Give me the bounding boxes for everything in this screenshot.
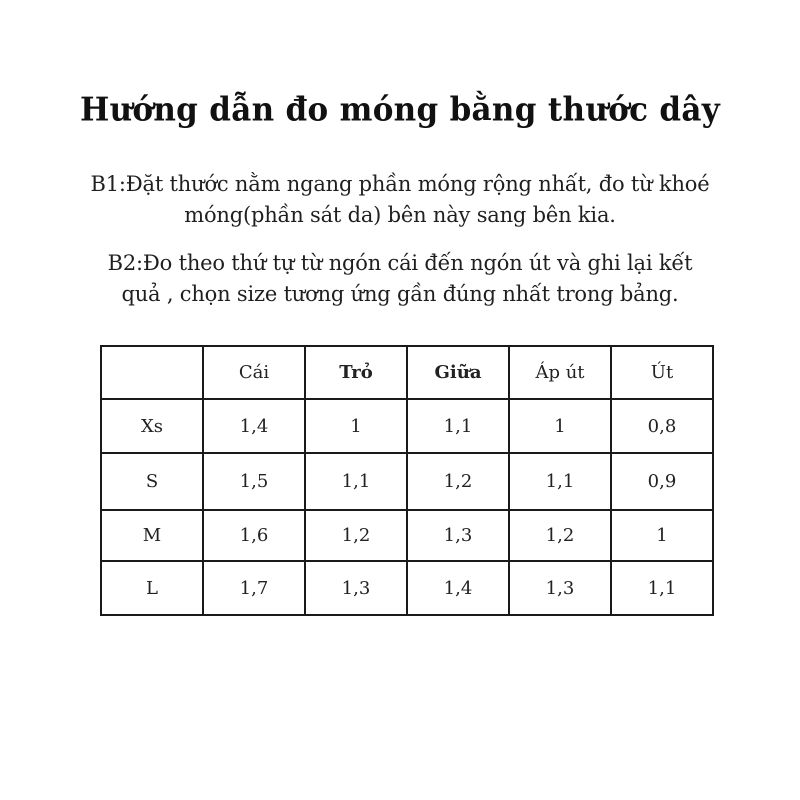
table-cell: 1,2 — [509, 510, 611, 561]
table-cell: 1,2 — [407, 453, 509, 510]
table-cell: 1,3 — [407, 510, 509, 561]
size-label: L — [101, 561, 203, 615]
header-pinky: Út — [611, 346, 713, 399]
table-cell: 1 — [509, 399, 611, 453]
table-cell: 0,8 — [611, 399, 713, 453]
header-thumb: Cái — [203, 346, 305, 399]
table-cell: 1,5 — [203, 453, 305, 510]
table-cell: 1,6 — [203, 510, 305, 561]
step-2-instruction — [0, 248, 800, 310]
nail-size-table — [100, 345, 714, 616]
table-cell: 1,1 — [509, 453, 611, 510]
table-cell: 1 — [611, 510, 713, 561]
page-title: Hướng dẫn đo móng bằng thước dây — [79, 91, 721, 129]
size-label: S — [101, 453, 203, 510]
step-2-line-2: quả , chọn size tương ứng gần đúng nhất trong bảng. — [121, 282, 679, 306]
step-1-line-1: B1:Đặt thước nằm ngang phần móng rộng nhất, đo từ khoé — [90, 172, 710, 196]
table-cell: 1 — [305, 399, 407, 453]
table-cell: 1,7 — [203, 561, 305, 615]
size-label: Xs — [101, 399, 203, 453]
table-cell: 1,4 — [203, 399, 305, 453]
table-cell: 1,3 — [509, 561, 611, 615]
header-index: Trỏ — [305, 346, 407, 399]
header-corner — [101, 346, 203, 399]
table-cell: 1,1 — [305, 453, 407, 510]
table-header-row — [101, 346, 713, 399]
table-row — [101, 510, 713, 561]
table-cell: 0,9 — [611, 453, 713, 510]
header-ring: Áp út — [509, 346, 611, 399]
table-cell: 1,1 — [611, 561, 713, 615]
step-1-instruction — [0, 169, 800, 231]
size-label: M — [101, 510, 203, 561]
step-2-line-1: B2:Đo theo thứ tự từ ngón cái đến ngón út và ghi lại kết — [107, 251, 693, 275]
table-row — [101, 453, 713, 510]
table-row — [101, 561, 713, 615]
table-cell: 1,2 — [305, 510, 407, 561]
table-row — [101, 399, 713, 453]
table-cell: 1,1 — [407, 399, 509, 453]
table-cell: 1,3 — [305, 561, 407, 615]
table-cell: 1,4 — [407, 561, 509, 615]
step-1-line-2: móng(phần sát da) bên này sang bên kia. — [184, 203, 616, 227]
header-middle: Giữa — [407, 346, 509, 399]
